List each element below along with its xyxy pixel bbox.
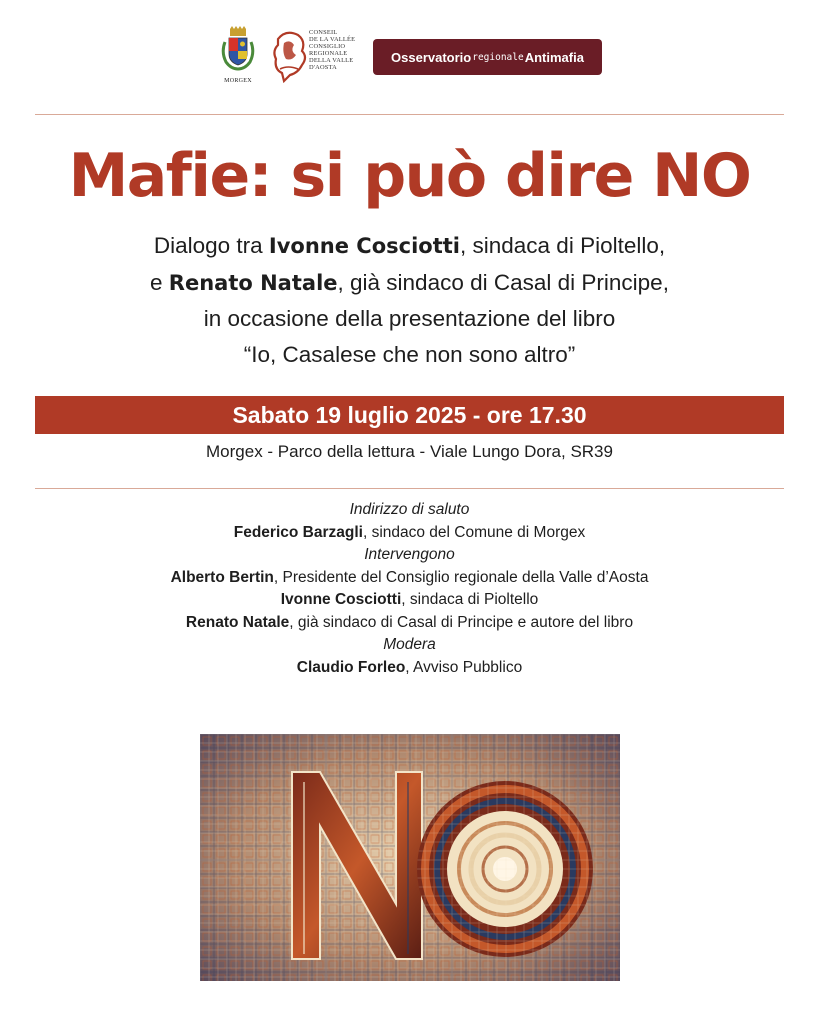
council-line: DELLA VALLE: [309, 57, 354, 64]
intro-text-segment: e: [150, 269, 169, 295]
council-logo: [272, 29, 362, 85]
council-logo-text: [309, 29, 355, 71]
person-role: , Avviso Pubblico: [405, 658, 523, 676]
book-title: “Io, Casalese che non sono altro”: [243, 341, 576, 367]
person-name: Federico Barzagli: [233, 523, 363, 541]
logo-row: [0, 26, 819, 92]
no-artwork: [200, 734, 620, 981]
program-list: [0, 499, 819, 679]
greeting-label: Indirizzo di saluto: [349, 501, 470, 518]
no-artwork-image: [200, 734, 620, 981]
council-line: REGIONALE: [309, 50, 348, 57]
council-line: DE LA VALLÉE: [309, 36, 356, 43]
person-name: Claudio Forleo: [296, 658, 406, 676]
council-line: CONSEIL: [309, 29, 338, 36]
person-name: Alberto Bertin: [170, 568, 274, 586]
morgex-logo-label: MORGEX: [224, 78, 252, 84]
intro-text-segment: , sindaca di Pioltello,: [460, 233, 666, 258]
person-name: Renato Natale: [185, 613, 290, 631]
person-role: , Presidente del Consiglio regionale della Valle d’Aosta: [273, 568, 649, 586]
morgex-logo: [218, 26, 258, 84]
person-role: , sindaca di Pioltello: [401, 591, 539, 608]
person-role: , già sindaco di Casal di Principe e autore del libro: [289, 613, 634, 631]
divider-middle: [35, 488, 784, 489]
page-title: Mafie: si può dire NO: [68, 141, 751, 211]
council-line: CONSIGLIO: [309, 43, 346, 50]
person-role: , sindaco del Comune di Morgex: [362, 523, 586, 541]
speaker-entry: [0, 612, 819, 635]
intro-text-segment: Dialogo tra: [153, 233, 269, 258]
divider-top: [35, 114, 784, 115]
event-date-banner: Sabato 19 luglio 2025 - ore 17.30: [35, 396, 784, 434]
intro-line-1: [0, 228, 819, 265]
greeting-entry: [0, 522, 819, 545]
morgex-crest-icon: [218, 26, 258, 72]
moderator-entry: [0, 657, 819, 680]
council-line: D'AOSTA: [309, 64, 337, 71]
speakers-label: Intervengono: [364, 546, 455, 563]
speaker-entry: [0, 589, 819, 612]
osservatorio-logo: [373, 39, 602, 75]
speaker-entry: [0, 567, 819, 590]
intro-line-3: in occasione della presentazione del libro: [203, 306, 616, 331]
event-venue: Morgex - Parco della lettura - Viale Lungo Dora, SR39: [206, 442, 613, 461]
intro-line-2: [0, 265, 819, 302]
intro-text: [0, 228, 819, 372]
intro-speaker-name: Ivonne Cosciotti: [268, 234, 460, 258]
intro-text-segment: , già sindaco di Casal di Principe,: [337, 269, 669, 295]
osservatorio-part2: regionale: [472, 51, 524, 63]
osservatorio-part1: Osservatorio: [391, 49, 472, 65]
intro-speaker-name: Renato Natale: [168, 270, 338, 295]
person-name: Ivonne Cosciotti: [280, 591, 402, 608]
moderator-label: Modera: [383, 636, 436, 653]
lion-emblem-icon: [272, 29, 308, 83]
osservatorio-part3: Antimafia: [524, 49, 584, 65]
